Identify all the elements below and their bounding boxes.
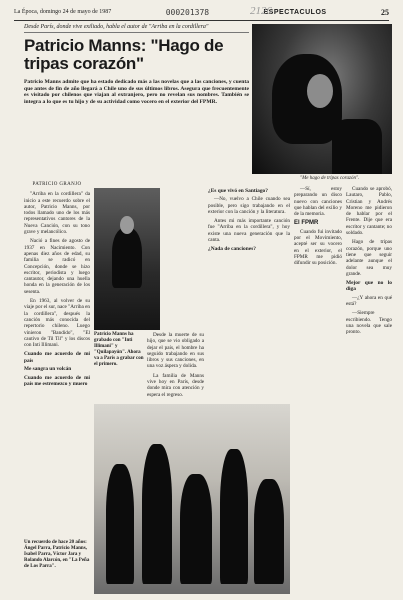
- column-2-paragraph: La familia de Manns vive hoy en París, desde donde mira con atención y espera el regreso.: [147, 372, 204, 398]
- portrait-photo: [252, 24, 392, 174]
- column-1-paragraph: En 1963, al volver de su viaje por el sur, nace "Arriba en la cordillera", después la canción más conocida del repertorio chileno. Luego vinieron "Bandido", "El cautivo de Til Til" y los discos con Inti Illimani.: [24, 298, 91, 349]
- article-dateline: Desde París, donde vive exiliado, habla el autor de "Arriba en la cordillera": [24, 24, 249, 33]
- interview-question: Mejor que no lo diga: [346, 280, 392, 293]
- column-5-paragraph: Cuando se aprobó, Lautaro, Pablo, Cristian y Andrés Moreno me pidieron de hablar por el Frente. Dije que era escritor y cantante; no soldado.: [346, 186, 392, 237]
- interview-question: ¿Nada de canciones?: [208, 246, 256, 253]
- interview-question: ¿Es que vivó en Santiago?: [208, 188, 268, 194]
- page-number: 25: [380, 7, 389, 17]
- article-byline: PATRICIO GRANJO: [32, 182, 82, 187]
- article-column-1: [24, 182, 90, 389]
- song-line: Cuando me acuerdo de mi país: [24, 351, 90, 364]
- handwritten-note: 2126: [250, 5, 272, 17]
- column-4-paragraph: —Sí, estoy preparando un disco nuevo con canciones que hablan del exilio y de la memoria.: [294, 186, 342, 218]
- column-3-paragraph: —No, vuelvo a Chile cuando sea posible, pero sigo trabajando en el exterior con la canción y la literatura.: [208, 196, 290, 215]
- article-column-5: [346, 186, 392, 339]
- article-headline: Patricio Manns: "Hago de tripas corazón": [24, 36, 224, 73]
- bottom-left-caption: Un recuerdo de hace 20 años: Ángel Parra, Patricio Manns, Isabel Parra, Víctor Jara y Rolando Alarcón, en "La Peña de Los Parra".: [24, 540, 90, 569]
- group-photo: [94, 404, 290, 594]
- article-column-3: [208, 186, 290, 255]
- column-4-paragraph: Cuando fui invitado por el Movimiento, acepté ser su vocero en el exterior, el FPMR me pidió difundir su posición.: [294, 228, 342, 267]
- small-photo-caption: Patricio Manns ha grabado con "Inti Illimani" y "Quilapayún". Ahora va a París a grabar con el primero.: [94, 332, 144, 367]
- article-column-2: [147, 332, 204, 401]
- column-5-paragraph: Hago de tripas corazón, porque uno tiene que seguir adelante aunque el dolor sea muy grande.: [346, 239, 392, 277]
- column-3-paragraph: Antes mi más importante canción fue "Arriba en la cordillera", y hoy existe una nueva generación que la canta.: [208, 218, 290, 244]
- song-line: Cuando me acuerdo de mi país me estremezco y muero: [24, 374, 90, 388]
- portrait-caption: "Me hago de tripas corazón".: [300, 176, 360, 181]
- column-2-paragraph: Desde la muerte de su hijo, que se vio obligado a dejar el país, el hombre ha seguido trabajando en sus libros y sus canciones, en una voz áspera y dolida.: [147, 332, 204, 370]
- article-lead: [24, 24, 249, 105]
- column-5-paragraph: —¿Y ahora en qué está?: [346, 294, 392, 308]
- column-1-paragraph: Nació a fines de agosto de 1937 en Nacimiento. Con apenas diez años de edad, su familia se radicó en Concepción, donde se hizo escritor, periodista y luego cantautor, dejando una huella honda en la generación de los sesenta.: [24, 238, 90, 295]
- section-subhead: El FPMR: [294, 220, 319, 227]
- article-column-4: [294, 186, 342, 270]
- small-photo: [94, 188, 160, 330]
- section-name: ESPECTACULOS: [263, 8, 327, 16]
- column-1-paragraph: "Arriba en la cordillera" da inicio a este recuerdo sobre el autor, Patricio Manns, por todos llamado uno de los más representativos cantores de la Nueva Canción, con su tono grave y melancólico.: [24, 191, 90, 236]
- archive-stamp: 000201378: [165, 7, 210, 17]
- header-publication-date: La Época, domingo 24 de mayo de 1987: [14, 9, 112, 15]
- page-header: [14, 4, 389, 21]
- article-intro: Patricio Manns admite que ha estado dedicado más a las novelas que a las canciones, y cuenta que antes de fin de año llegará a Chile uno de sus últimos libros. Asegura que frecuentemente es visitado por chilenos que viajan al extranjero, pero no revelan sus nombres. También se integra a lo que es tu hijo y de su actividad como vocero en el exterior del FPMR.: [24, 79, 249, 105]
- column-5-paragraph: —Siempre escribiendo. Tengo una novela que sale pronto.: [346, 310, 392, 336]
- song-line: Me sangra un volcán: [24, 366, 72, 373]
